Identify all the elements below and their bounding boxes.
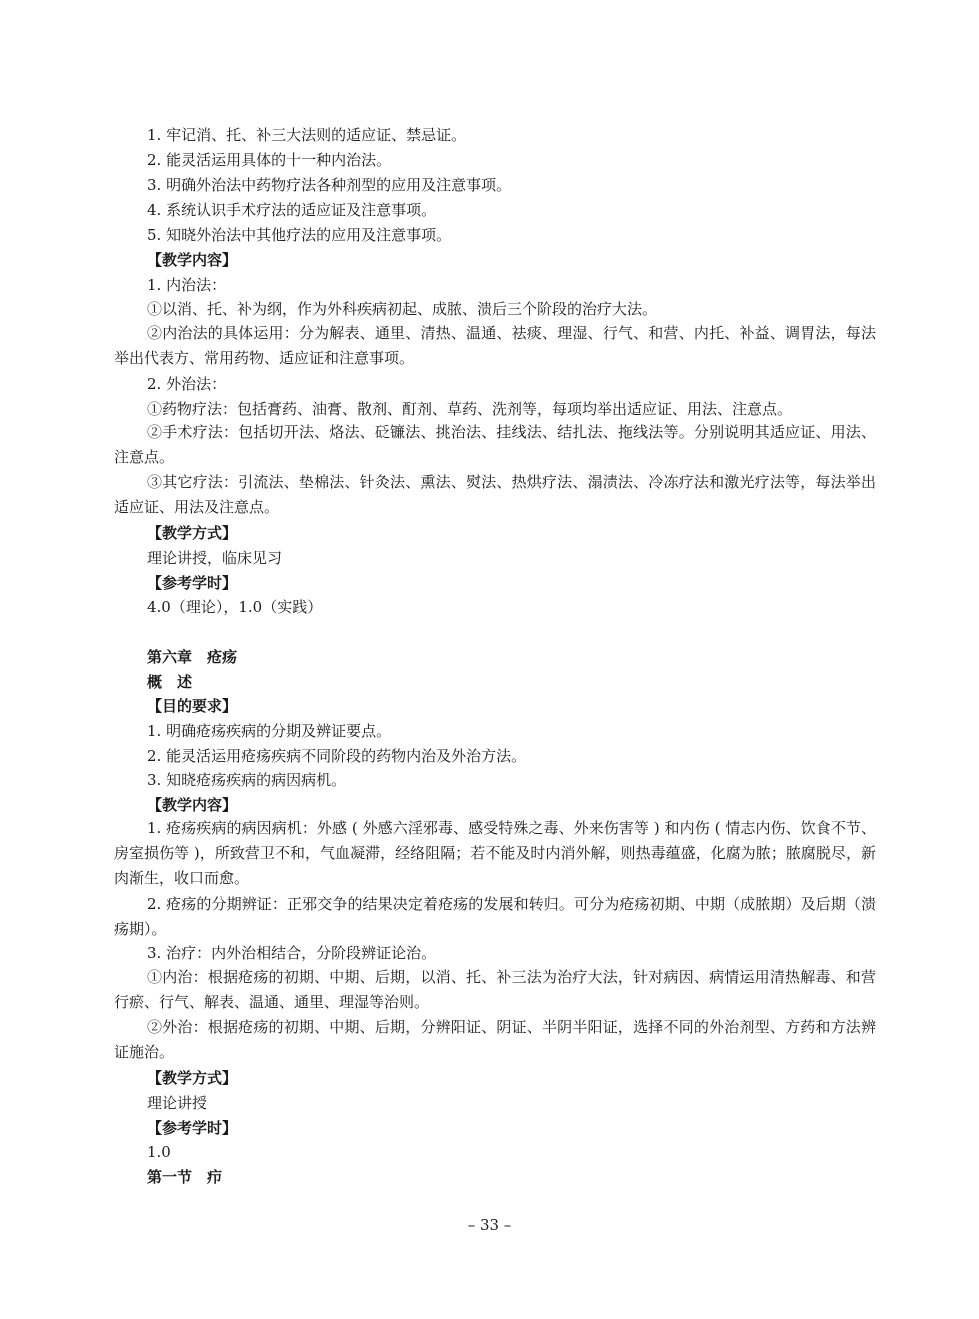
content-etiology: 1. 疮疡疾病的病因病机：外感 ( 外感六淫邪毒、感受特殊之毒、外来伤害等 ) 和内伤 ( 情志内伤、饮食不节、房室损伤等 )，所致营卫不和，气血凝滞，经络阻隔；若不能及时内消外解，则热毒蕴盛，化腐为脓；脓腐脱尽，新肉渐生，收口而愈。 [114, 819, 876, 887]
teaching-method-text: 理论讲授 [147, 1094, 208, 1112]
heading-teaching-content: 【教学内容】 [147, 251, 238, 269]
section-title: 第一节 疖 [147, 1168, 223, 1186]
objective-item-3: 3. 知晓疮疡疾病的病因病机。 [147, 771, 347, 789]
heading-objectives: 【目的要求】 [147, 697, 238, 715]
heading-teaching-method: 【教学方式】 [147, 1069, 238, 1087]
heading-reference-hours: 【参考学时】 [147, 574, 238, 592]
reference-hours-text: 4.0（理论），1.0（实践） [147, 598, 323, 616]
content-external-item-2: ②手术疗法：包括切开法、烙法、砭镰法、挑治法、挂线法、结扎法、拖线法等。分别说明其适应证、用法、注意点。 [114, 423, 876, 466]
heading-teaching-content: 【教学内容】 [147, 796, 238, 814]
heading-teaching-method: 【教学方式】 [147, 524, 238, 542]
content-internal-item-1: ①以消、托、补为纲，作为外科疾病初起、成脓、溃后三个阶段的治疗大法。 [147, 300, 658, 318]
reference-hours-text: 1.0 [147, 1143, 171, 1161]
content-internal-treatment: 1. 内治法： [147, 276, 227, 294]
content-external-item-3: ③其它疗法：引流法、垫棉法、针灸法、熏法、熨法、热烘疗法、溻渍法、冷冻疗法和激光疗法等，每法举出适应证、用法及注意点。 [114, 473, 876, 516]
objective-item-5: 5. 知晓外治法中其他疗法的应用及注意事项。 [147, 226, 452, 244]
content-external-treatment: 2. 外治法： [147, 375, 227, 393]
content-internal-item-2: ②内治法的具体运用：分为解表、通里、清热、温通、祛痰、理湿、行气、和营、内托、补益、调胃法，每法举出代表方、常用药物、适应证和注意事项。 [114, 324, 876, 367]
content-treatment-external: ②外治：根据疮疡的初期、中期、后期，分辨阳证、阴证、半阴半阳证，选择不同的外治剂型、方药和方法辨证施治。 [114, 1018, 876, 1061]
objective-item-2: 2. 能灵活运用疮疡疾病不同阶段的药物内治及外治方法。 [147, 747, 527, 765]
content-staging: 2. 疮疡的分期辨证：正邪交争的结果决定着疮疡的发展和转归。可分为疮疡初期、中期（成脓期）及后期（溃疡期）。 [114, 895, 876, 938]
content-treatment-internal: ①内治：根据疮疡的初期、中期、后期，以消、托、补三法为治疗大法，针对病因、病情运用清热解毒、和营行瘀、行气、解表、温通、通里、理湿等治则。 [114, 968, 876, 1011]
chapter-title: 第六章 疮疡 [147, 648, 238, 666]
objective-item-1: 1. 牢记消、托、补三大法则的适应证、禁忌证。 [147, 126, 467, 144]
content-external-item-1: ①药物疗法：包括膏药、油膏、散剂、酊剂、草药、洗剂等，每项均举出适应证、用法、注意点。 [147, 400, 793, 418]
overview-heading: 概 述 [147, 673, 193, 691]
objective-item-1: 1. 明确疮疡疾病的分期及辨证要点。 [147, 722, 392, 740]
page-number: – 33 – [467, 1216, 512, 1234]
objective-item-2: 2. 能灵活运用具体的十一种内治法。 [147, 151, 392, 169]
teaching-method-text: 理论讲授，临床见习 [147, 549, 283, 567]
heading-reference-hours: 【参考学时】 [147, 1119, 238, 1137]
objective-item-4: 4. 系统认识手术疗法的适应证及注意事项。 [147, 201, 437, 219]
content-treatment: 3. 治疗：内外治相结合，分阶段辨证论治。 [147, 944, 437, 962]
objective-item-3: 3. 明确外治法中药物疗法各种剂型的应用及注意事项。 [147, 176, 512, 194]
